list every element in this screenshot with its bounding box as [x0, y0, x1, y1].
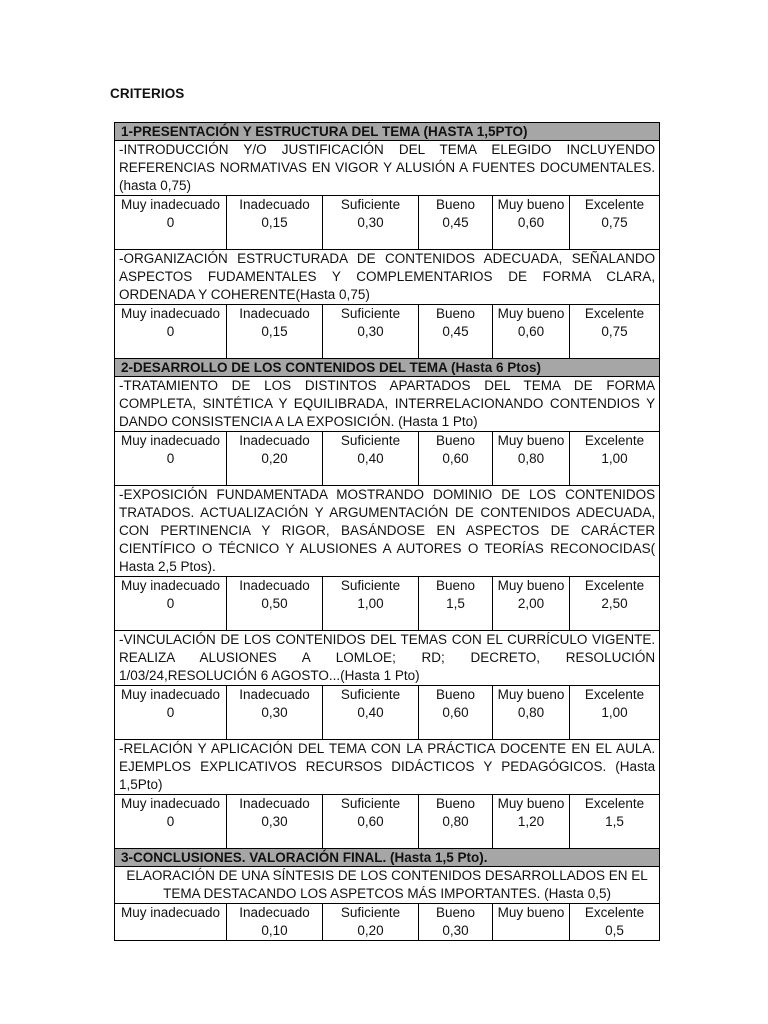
score-cell [115, 904, 227, 941]
score-level-label: Suficiente [340, 905, 401, 920]
score-value: 0,20 [357, 923, 384, 938]
score-value: 2,00 [517, 596, 545, 611]
score-level-label: Muy inadecuado [120, 796, 221, 811]
score-level-label: Excelente [584, 197, 645, 212]
section-heading: 2-DESARROLLO DE LOS CONTENIDOS DEL TEMA (Hasta 6 Ptos) [115, 359, 660, 377]
score-value: 1,00 [357, 596, 384, 611]
score-cell [323, 196, 419, 250]
score-level-label: Bueno [435, 796, 476, 811]
score-level-label: Muy inadecuado [120, 306, 221, 321]
criterion-row [115, 141, 660, 196]
score-cell [227, 795, 323, 849]
score-value: 0,60 [517, 215, 545, 230]
section-heading-row [115, 123, 660, 141]
criterion-row [115, 250, 660, 305]
score-cell [570, 432, 660, 486]
score-cell [323, 904, 419, 941]
score-value: 2,50 [601, 596, 628, 611]
score-value: 0,45 [442, 215, 469, 230]
score-level-label: Suficiente [340, 578, 401, 593]
score-cell [419, 305, 493, 359]
score-row [115, 686, 660, 740]
score-level-label: Excelente [584, 905, 645, 920]
score-value: 0 [166, 451, 175, 466]
score-level-label: Bueno [435, 905, 476, 920]
score-cell [323, 577, 419, 631]
score-value: 0,60 [517, 324, 545, 339]
score-cell [493, 904, 570, 941]
score-level-label: Bueno [435, 197, 476, 212]
score-level-label: Bueno [435, 433, 476, 448]
score-cell [419, 795, 493, 849]
score-value: 0,80 [517, 705, 545, 720]
score-cell [227, 686, 323, 740]
score-value: 0,10 [261, 923, 288, 938]
score-level-label: Muy bueno [497, 796, 565, 811]
score-cell [323, 795, 419, 849]
criteria-table [114, 122, 660, 941]
score-cell [570, 904, 660, 941]
score-level-label: Muy bueno [497, 197, 565, 212]
score-row [115, 305, 660, 359]
score-level-label: Inadecuado [239, 578, 310, 593]
score-cell [570, 686, 660, 740]
score-cell [227, 196, 323, 250]
score-level-label: Muy bueno [497, 306, 565, 321]
score-cell [115, 577, 227, 631]
score-value: 0,80 [517, 451, 545, 466]
score-level-label: Suficiente [340, 197, 401, 212]
score-cell [115, 432, 227, 486]
score-value: 0,20 [261, 451, 288, 466]
criterion-text: -EXPOSICIÓN FUNDAMENTADA MOSTRANDO DOMINIO DE LOS CONTENIDOS TRATADOS. ACTUALIZACIÓN Y ARGUMENTACIÓN DE CONTENIDOS ADECUADA, CON PERTINENCIA Y RIGOR, BASÁNDOSE EN ASPECTOS DE CARÁCTER CIENTÍFICO O TÉCNICO Y ALUSIONES A AUTORES O TEORÍAS RECONOCIDAS( Hasta 2,5 Ptos). [115, 486, 660, 577]
score-value: 0,30 [261, 814, 288, 829]
score-value: 0,15 [261, 215, 288, 230]
score-cell [227, 577, 323, 631]
section-heading: 3-CONCLUSIONES. VALORACIÓN FINAL. (Hasta 1,5 Pto). [115, 849, 660, 867]
section-heading-row [115, 359, 660, 377]
score-cell [227, 904, 323, 941]
score-cell [493, 686, 570, 740]
score-cell [115, 686, 227, 740]
score-value: 0,45 [442, 324, 469, 339]
score-level-label: Bueno [435, 306, 476, 321]
criterion-text: -RELACIÓN Y APLICACIÓN DEL TEMA CON LA PRÁCTICA DOCENTE EN EL AULA. EJEMPLOS EXPLICATIVOS RECURSOS DIDÁCTICOS Y PEDAGÓGICOS. (Hasta 1,5Pto) [115, 740, 660, 795]
score-value: 0 [166, 596, 175, 611]
score-value: 0,60 [442, 705, 469, 720]
criterion-row [115, 740, 660, 795]
criterion-text: -TRATAMIENTO DE LOS DISTINTOS APARTADOS DEL TEMA DE FORMA COMPLETA, SINTÉTICA Y EQUILIBRADA, INTERRELACIONANDO CONTENDIOS Y DANDO CONSISTENCIA A LA EXPOSICIÓN. (Hasta 1 Pto) [115, 377, 660, 432]
score-level-label: Inadecuado [239, 433, 310, 448]
score-level-label: Bueno [435, 578, 476, 593]
score-level-label: Muy bueno [497, 687, 565, 702]
score-value: 0,40 [357, 451, 384, 466]
score-level-label: Inadecuado [239, 306, 310, 321]
score-level-label: Inadecuado [239, 197, 310, 212]
criterion-text: -INTRODUCCIÓN Y/O JUSTIFICACIÓN DEL TEMA ELEGIDO INCLUYENDO REFERENCIAS NORMATIVAS EN VIGOR Y ALUSIÓN A FUENTES DOCUMENTALES. (hasta 0,75) [115, 141, 660, 196]
score-value: 0,5 [605, 923, 624, 938]
criterion-row [115, 631, 660, 686]
score-level-label: Muy inadecuado [120, 433, 221, 448]
score-level-label: Excelente [584, 306, 645, 321]
score-level-label: Inadecuado [239, 905, 310, 920]
score-level-label: Excelente [584, 433, 645, 448]
score-level-label: Suficiente [340, 687, 401, 702]
score-value: 0,60 [357, 814, 384, 829]
score-cell [570, 577, 660, 631]
criteria-table-body [115, 123, 660, 941]
score-cell [323, 305, 419, 359]
score-value: 0,50 [261, 596, 288, 611]
section-heading: 1-PRESENTACIÓN Y ESTRUCTURA DEL TEMA (HASTA 1,5PTO) [115, 123, 660, 141]
score-row [115, 795, 660, 849]
score-level-label: Muy inadecuado [120, 905, 221, 920]
score-level-label: Muy inadecuado [120, 197, 221, 212]
score-level-label: Inadecuado [239, 687, 310, 702]
score-value: 0,60 [442, 451, 469, 466]
score-level-label: Muy inadecuado [120, 578, 221, 593]
score-value: 0,80 [442, 814, 469, 829]
criterion-text: ELAORACIÓN DE UNA SÍNTESIS DE LOS CONTENIDOS DESARROLLADOS EN EL TEMA DESTACANDO LOS ASPETCOS MÁS IMPORTANTES. (Hasta 0,5) [115, 867, 660, 904]
score-value: 0,30 [261, 705, 288, 720]
score-cell [493, 795, 570, 849]
score-cell [227, 432, 323, 486]
criterion-row [115, 486, 660, 577]
score-cell [115, 305, 227, 359]
score-cell [419, 686, 493, 740]
score-row [115, 577, 660, 631]
score-value: 0 [166, 215, 175, 230]
score-cell [493, 305, 570, 359]
score-cell [115, 196, 227, 250]
score-level-label: Bueno [435, 687, 476, 702]
criterion-row [115, 867, 660, 904]
score-value: 0,40 [357, 705, 384, 720]
score-level-label: Muy bueno [497, 578, 565, 593]
score-value: 1,00 [601, 451, 628, 466]
criterion-row [115, 377, 660, 432]
score-level-label: Suficiente [340, 306, 401, 321]
score-value: 0,30 [357, 215, 384, 230]
score-value: 0 [166, 705, 175, 720]
score-row [115, 432, 660, 486]
score-cell [493, 196, 570, 250]
score-level-label: Inadecuado [239, 796, 310, 811]
score-level-label: Suficiente [340, 433, 401, 448]
score-value: 0 [166, 324, 175, 339]
score-level-label: Muy bueno [497, 433, 565, 448]
score-cell [227, 305, 323, 359]
score-value: 0,75 [601, 324, 628, 339]
score-cell [419, 577, 493, 631]
score-cell [323, 432, 419, 486]
score-value: 0,30 [357, 324, 384, 339]
score-level-label: Excelente [584, 796, 645, 811]
score-row [115, 196, 660, 250]
score-value: 1,5 [446, 596, 465, 611]
score-value: 0 [166, 814, 175, 829]
score-cell [570, 795, 660, 849]
score-level-label: Excelente [584, 578, 645, 593]
score-cell [419, 432, 493, 486]
score-cell [419, 904, 493, 941]
score-row [115, 904, 660, 941]
score-value: 1,20 [517, 814, 545, 829]
section-heading-row [115, 849, 660, 867]
score-level-label: Excelente [584, 687, 645, 702]
score-level-label: Muy inadecuado [120, 687, 221, 702]
score-cell [570, 305, 660, 359]
score-level-label: Muy bueno [497, 905, 565, 920]
score-cell [493, 577, 570, 631]
score-cell [493, 432, 570, 486]
score-cell [570, 196, 660, 250]
score-value: 0,75 [601, 215, 628, 230]
page-title: CRITERIOS [110, 86, 185, 101]
criterion-text: -VINCULACIÓN DE LOS CONTENIDOS DEL TEMAS CON EL CURRÍCULO VIGENTE. REALIZA ALUSIONES A LOMLOE; RD; DECRETO, RESOLUCIÓN 1/03/24,RESOLUCIÓN 6 AGOSTO...(Hasta 1 Pto) [115, 631, 660, 686]
score-level-label: Suficiente [340, 796, 401, 811]
score-value: 0,15 [261, 324, 288, 339]
score-cell [323, 686, 419, 740]
score-value: 1,00 [601, 705, 628, 720]
score-value: 0,30 [442, 923, 469, 938]
score-cell [419, 196, 493, 250]
score-cell [115, 795, 227, 849]
score-value: 1,5 [605, 814, 624, 829]
criterion-text: -ORGANIZACIÓN ESTRUCTURADA DE CONTENIDOS ADECUADA, SEÑALANDO ASPECTOS FUDAMENTALES Y COMPLEMENTARIOS DE FORMA CLARA, ORDENADA Y COHERENTE(Hasta 0,75) [115, 250, 660, 305]
